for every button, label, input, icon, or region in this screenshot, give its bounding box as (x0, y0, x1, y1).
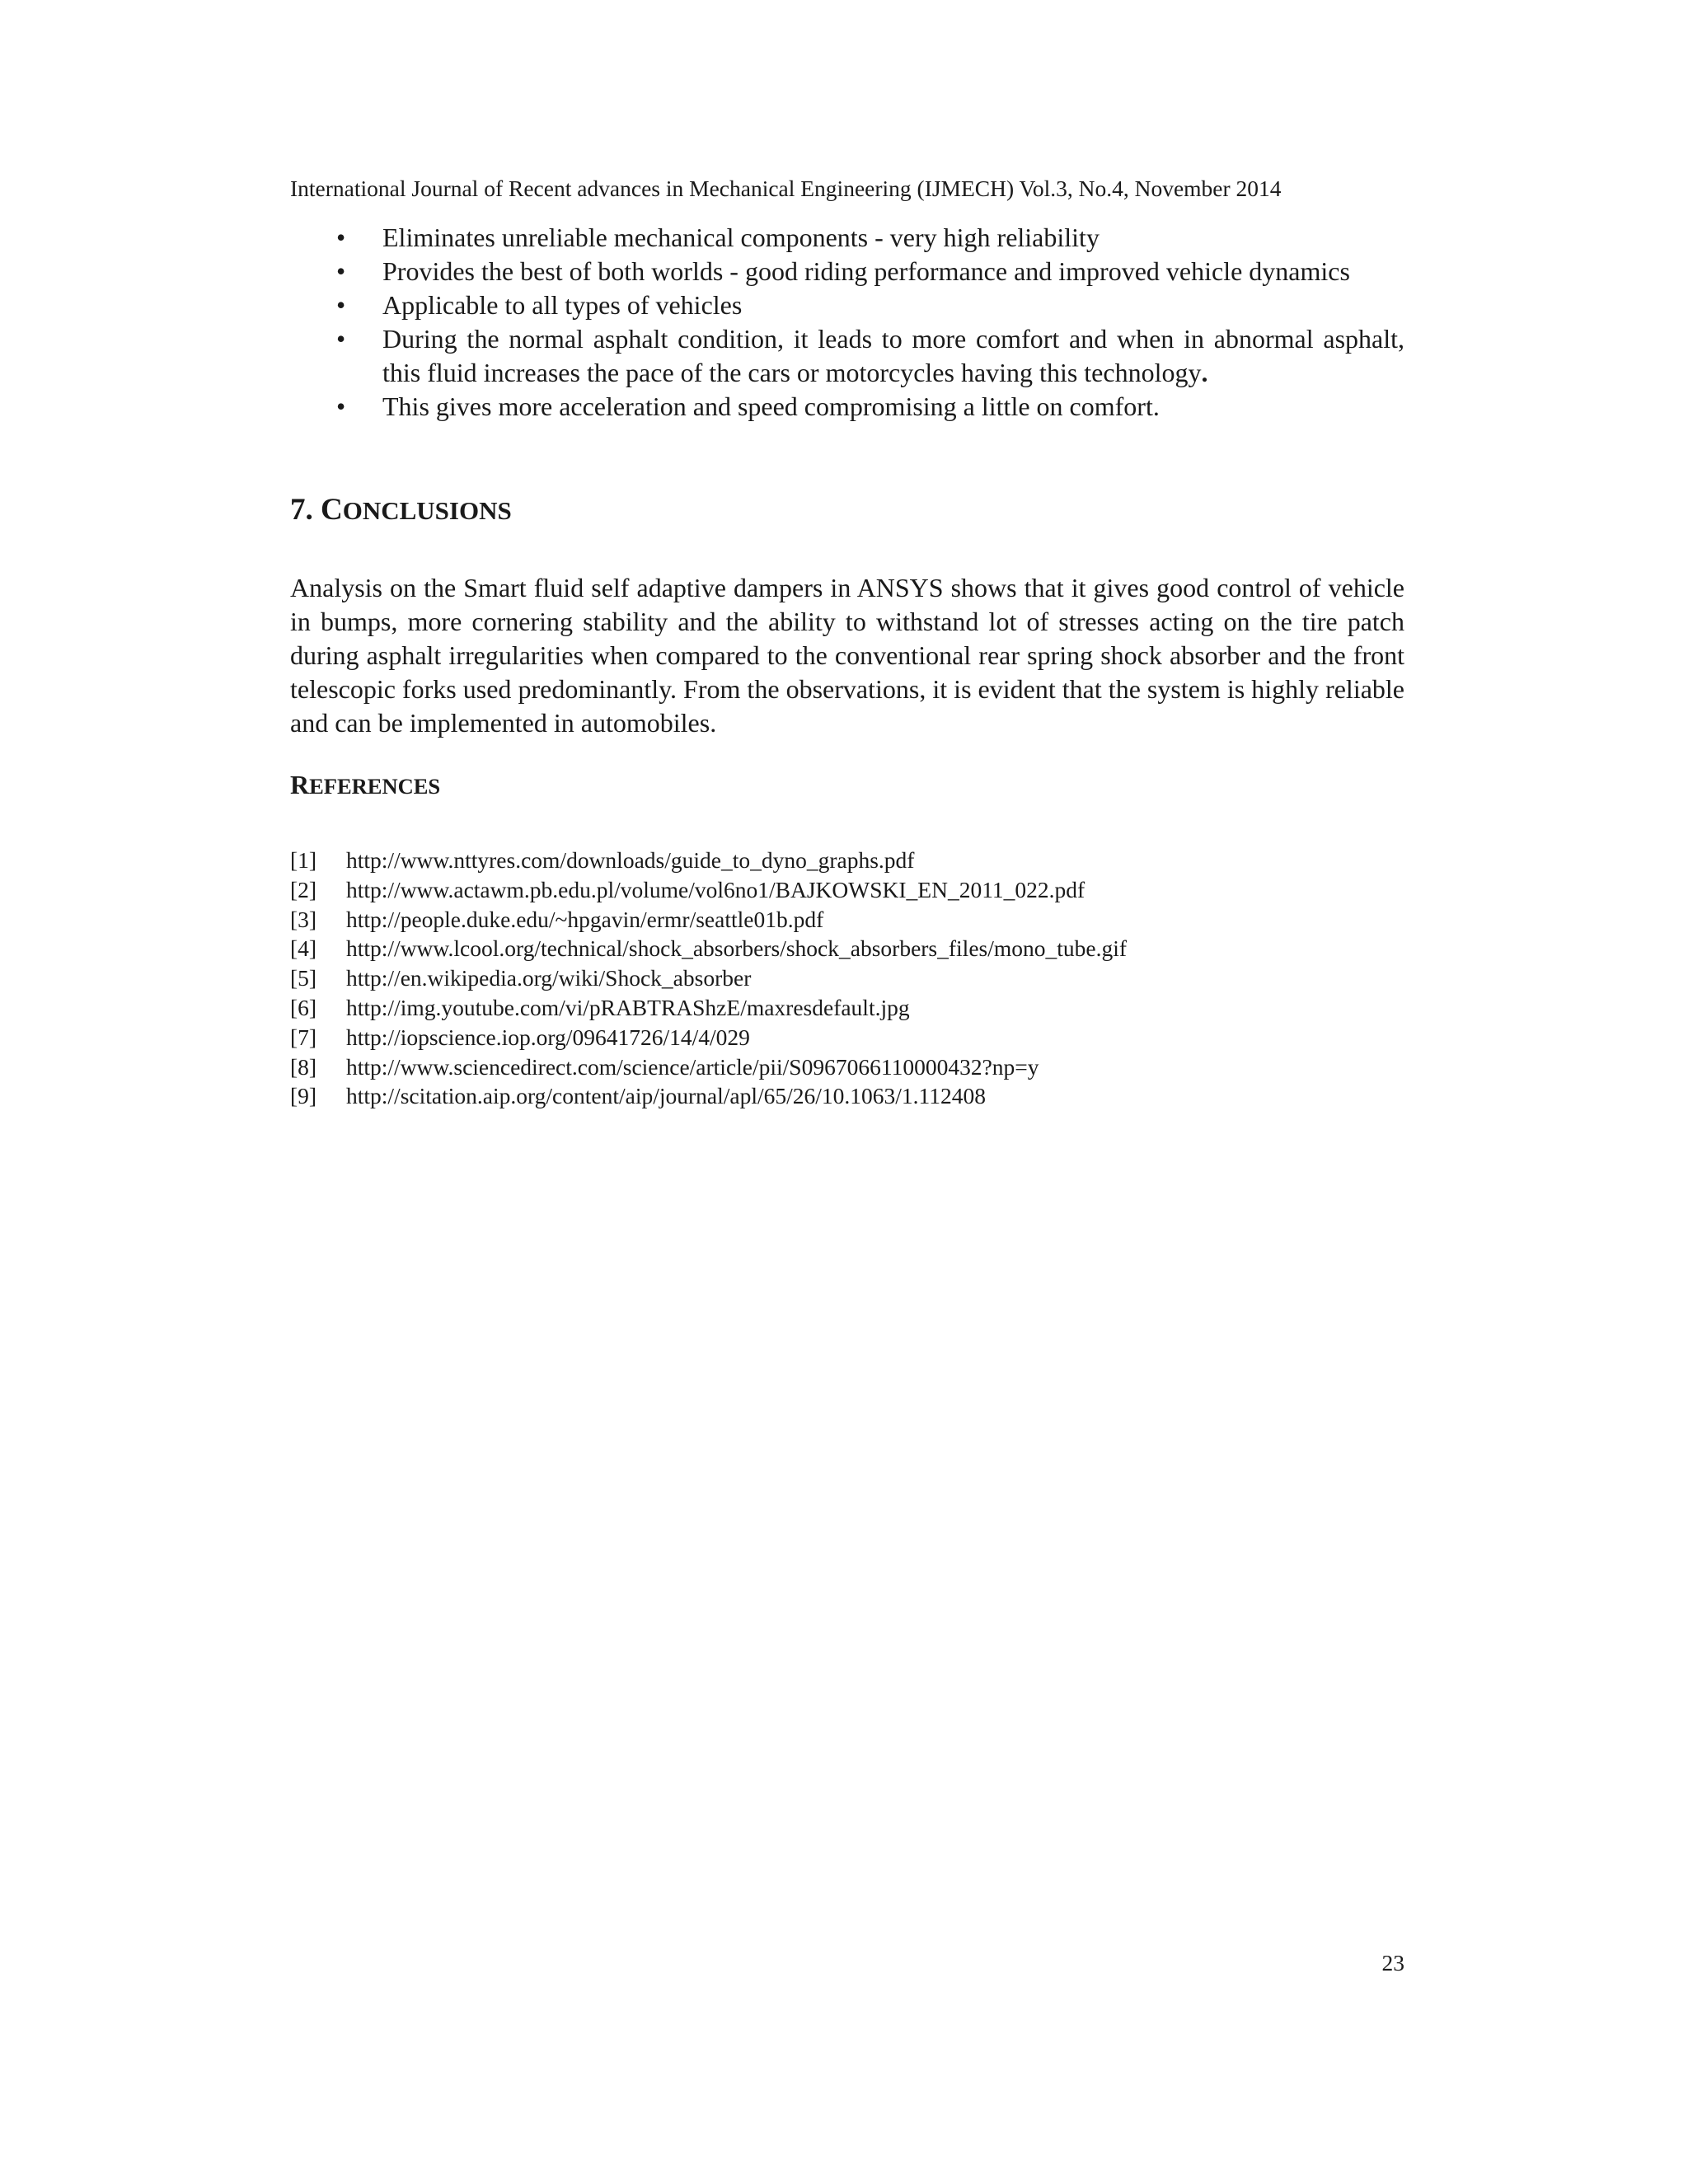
reference-url[interactable]: http://www.nttyres.com/downloads/guide_to_dyno_graphs.pdf (346, 847, 915, 873)
reference-number: [8] (290, 1053, 317, 1080)
bullet-text: This gives more acceleration and speed compromising a little on comfort. (382, 391, 1160, 421)
reference-number: [2] (290, 876, 317, 902)
reference-item (290, 993, 1404, 1023)
bullet-icon: • (336, 324, 346, 354)
conclusions-heading (290, 491, 512, 530)
reference-list (290, 846, 1404, 1111)
bullet-text: Applicable to all types of vehicles (382, 290, 743, 320)
section-number: 7. (290, 493, 321, 527)
references-heading (290, 768, 440, 803)
bullet-text: Eliminates unreliable mechanical components - very high reliability (382, 223, 1100, 252)
reference-number: [5] (290, 965, 317, 991)
bullet-item (290, 255, 1404, 288)
page-number: 23 (1381, 1950, 1404, 1975)
bullet-text: During the normal asphalt condition, it leads to more comfort and when in abnormal asphalt, this fluid increases the pace of the cars or motorcycles having this technology (382, 324, 1404, 387)
reference-url[interactable]: http://iopscience.iop.org/09641726/14/4/029 (346, 1024, 750, 1050)
reference-number: [6] (290, 994, 317, 1020)
reference-number: [7] (290, 1024, 317, 1050)
bullet-item (290, 390, 1404, 424)
bullet-icon: • (336, 290, 346, 320)
reference-item (290, 934, 1404, 963)
bullet-text: Provides the best of both worlds - good riding performance and improved vehicle dynamics (382, 256, 1350, 286)
bullet-icon: • (336, 256, 346, 286)
reference-number: [9] (290, 1083, 317, 1109)
reference-item (290, 875, 1404, 905)
reference-url[interactable]: http://www.lcool.org/technical/shock_absorbers/shock_absorbers_files/mono_tube.gif (346, 935, 1128, 962)
reference-item (290, 1023, 1404, 1052)
heading-smallcaps: ONCLUSIONS (342, 496, 512, 525)
bullet-trailing-period: . (1201, 358, 1208, 387)
bullet-item (290, 322, 1404, 390)
reference-number: [3] (290, 906, 317, 932)
heading-smallcaps: EFERENCES (309, 774, 441, 799)
reference-number: [1] (290, 847, 317, 873)
reference-item (290, 905, 1404, 935)
reference-url[interactable]: http://scitation.aip.org/content/aip/journal/apl/65/26/10.1063/1.112408 (346, 1083, 987, 1109)
feature-bullet-list (290, 221, 1404, 424)
bullet-icon: • (336, 223, 346, 252)
reference-url[interactable]: http://people.duke.edu/~hpgavin/ermr/seattle01b.pdf (346, 906, 824, 932)
running-header: International Journal of Recent advances in Mechanical Engineering (IJMECH) Vol.3, No.4, November 2014 (290, 176, 1282, 201)
heading-initial: R (290, 770, 310, 799)
reference-item (290, 1052, 1404, 1082)
reference-url[interactable]: http://en.wikipedia.org/wiki/Shock_absorber (346, 965, 752, 991)
reference-url[interactable]: http://img.youtube.com/vi/pRABTRAShzE/maxresdefault.jpg (346, 994, 910, 1020)
reference-url[interactable]: http://www.actawm.pb.edu.pl/volume/vol6no1/BAJKOWSKI_EN_2011_022.pdf (346, 876, 1085, 902)
reference-item (290, 846, 1404, 875)
reference-item (290, 1081, 1404, 1111)
reference-url[interactable]: http://www.sciencedirect.com/science/article/pii/S0967066110000432?np=y (346, 1053, 1039, 1080)
reference-item (290, 963, 1404, 993)
reference-number: [4] (290, 935, 317, 962)
conclusions-paragraph: Analysis on the Smart fluid self adaptive dampers in ANSYS shows that it gives good control of vehicle in bumps, more cornering stability and the ability to withstand lot of stresses acting on the tire patch during asphalt irregularities when compared to the conventional rear spring shock absorber and the front telescopic forks used predominantly. From the observations, it is evident that the system is highly reliable and can be implemented in automobiles. (290, 573, 1404, 738)
heading-initial: C (321, 493, 343, 527)
bullet-item (290, 288, 1404, 322)
bullet-item (290, 221, 1404, 255)
bullet-icon: • (336, 391, 346, 421)
